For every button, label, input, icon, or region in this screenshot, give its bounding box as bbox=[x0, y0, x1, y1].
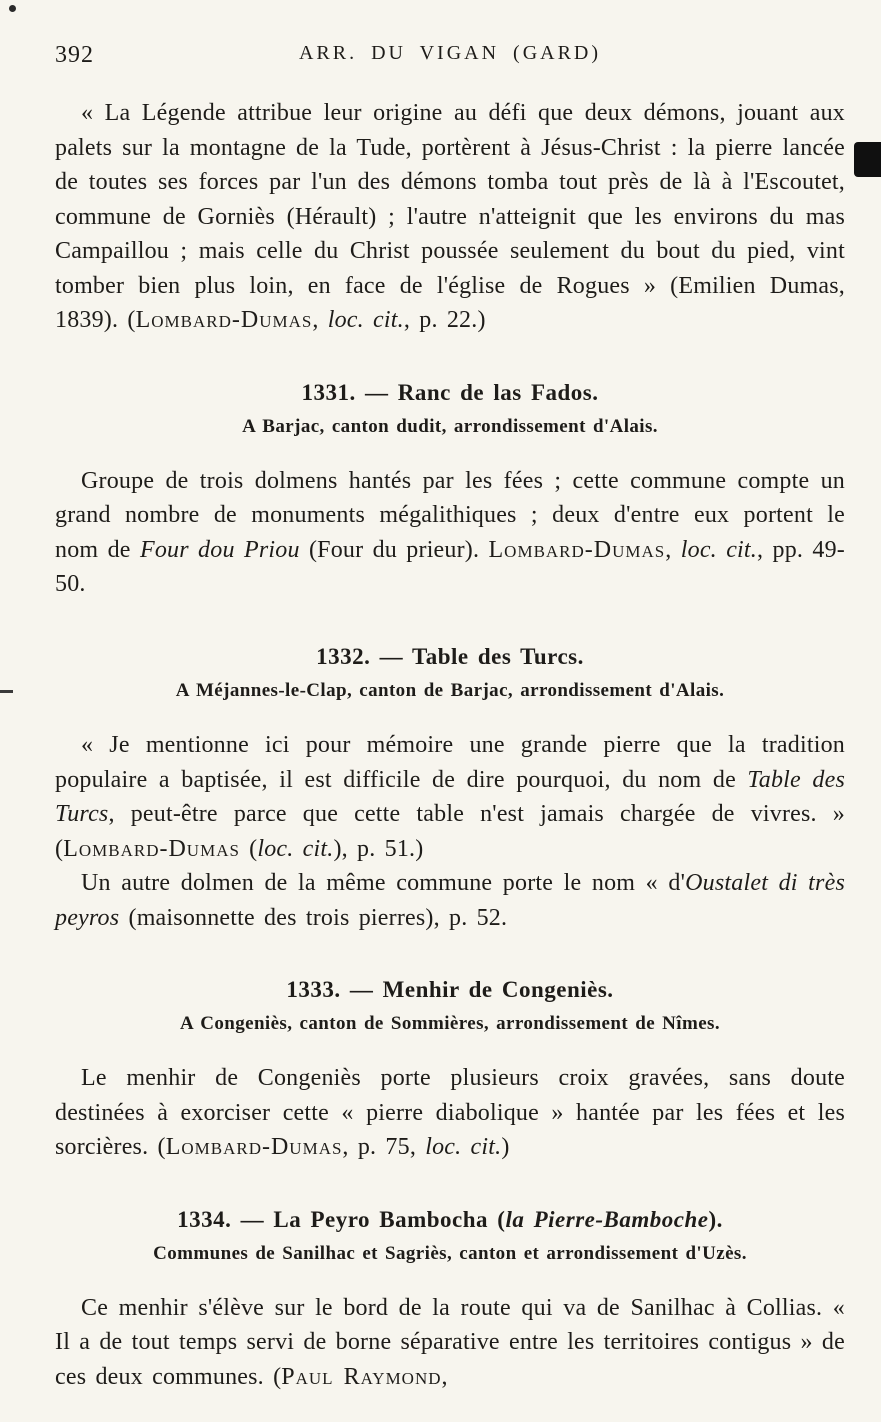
ink-dot-top-left bbox=[9, 5, 16, 12]
text-segment: , p. 75, bbox=[342, 1134, 426, 1161]
entry-1331 bbox=[55, 380, 845, 602]
text-segment: Un autre dolmen de la même commune porte le nom « d' bbox=[81, 870, 686, 897]
text-segment: la Pierre-Bamboche bbox=[505, 1206, 709, 1232]
text-segment: , bbox=[441, 1364, 448, 1391]
entry-1333 bbox=[55, 977, 845, 1165]
text-segment: ) bbox=[501, 1134, 510, 1161]
text-segment: ( bbox=[239, 835, 258, 862]
text-segment: Groupe de trois dolmens hantés par les fées ; cette commune compte un grand nombre de monuments mégalithiques ; deux d'entre eux portent le nom de bbox=[55, 467, 845, 563]
page-header bbox=[55, 42, 845, 72]
text-segment: « Je mentionne ici pour mémoire une grande pierre que la tradition populaire a baptisée, il est difficile de dire pourquoi, du nom de bbox=[55, 732, 845, 793]
text-segment: Lombard-Dumas bbox=[165, 1134, 343, 1161]
text-segment: ). bbox=[708, 1206, 723, 1232]
text-segment: 1333. — Menhir de Congeniès. bbox=[286, 977, 614, 1003]
entry-1333-paragraph bbox=[55, 1061, 845, 1165]
text-segment: loc. cit. bbox=[425, 1134, 502, 1161]
running-title: ARR. DU VIGAN (GARD) bbox=[298, 42, 602, 64]
entry-location-1332: A Méjannes-le-Clap, canton de Barjac, arrondissement d'Alais. bbox=[175, 680, 725, 702]
text-segment: , bbox=[312, 307, 328, 334]
margin-dash-left bbox=[0, 690, 13, 693]
text-segment: (Four du prieur). bbox=[299, 536, 489, 563]
text-segment: Lombard-Dumas bbox=[135, 307, 313, 334]
text-segment: Lombard-Dumas bbox=[488, 536, 666, 563]
text-segment: (maisonnette des trois pierres), p. 52. bbox=[119, 904, 508, 931]
entry-location-1334: Communes de Sanilhac et Sagriès, canton et arrondissement d'Uzès. bbox=[153, 1242, 747, 1264]
text-segment: loc. cit. bbox=[680, 536, 757, 563]
intro-paragraph bbox=[55, 96, 845, 338]
text-segment: Four dou Priou bbox=[139, 536, 300, 563]
text-segment: loc. cit. bbox=[257, 835, 334, 862]
text-segment: Ce menhir s'élève sur le bord de la route qui va de Sanilhac à Collias. « Il a de tout temps servi de borne séparative entre les territoires contigus » de ces deux communes. ( bbox=[55, 1294, 845, 1391]
text-segment: « La Légende attribue leur origine au défi que deux démons, jouant aux palets sur la montagne de la Tude, portèrent à Jésus-Christ : la pierre lancée de toutes ses forces par l'un des démons tomba tout près de là à l'Escoutet, commune de Gorniès (Hérault) ; l'autre n'atteignit que les environs du mas Campaillou ; mais celle du Christ poussée seulement du bout du pied, vint tomber bien plus loin, en face de l'église de Rogues » (Emilien Dumas, 1839). ( bbox=[55, 100, 845, 334]
text-segment: 1332. — Table des Turcs. bbox=[316, 644, 584, 670]
entry-1332-paragraph-2 bbox=[55, 866, 845, 935]
entry-heading-1332 bbox=[55, 644, 845, 670]
ink-smudge-right-edge bbox=[854, 142, 881, 177]
text-segment: , pp. 49-50. bbox=[55, 536, 845, 598]
text-segment: 1331. — Ranc de las Fados. bbox=[301, 379, 599, 405]
text-segment: Table des Turcs bbox=[55, 766, 845, 828]
text-segment: , peut-être parce que cette table n'est jamais chargée de vivres. » ( bbox=[55, 801, 845, 862]
entry-location-1333: A Congeniès, canton de Sommières, arrondissement de Nîmes. bbox=[180, 1013, 720, 1035]
entry-1334 bbox=[55, 1207, 845, 1395]
entry-location-1331: A Barjac, canton dudit, arrondissement d'Alais. bbox=[242, 415, 658, 437]
text-segment: Oustalet di très peyros bbox=[55, 870, 845, 931]
text-segment: , bbox=[665, 536, 681, 563]
text-segment: ), p. 51.) bbox=[333, 835, 424, 862]
text-segment: Paul Raymond bbox=[281, 1364, 442, 1391]
entry-1332 bbox=[55, 644, 845, 935]
text-segment: 1334. — La Peyro Bambocha ( bbox=[177, 1206, 506, 1232]
entry-1332-paragraph-1 bbox=[55, 728, 845, 866]
text-segment: , p. 22.) bbox=[403, 307, 486, 334]
entry-heading-1333 bbox=[55, 977, 845, 1003]
entry-heading-1334 bbox=[55, 1207, 845, 1233]
entry-heading-1331 bbox=[55, 380, 845, 406]
text-segment: Le menhir de Congeniès porte plusieurs croix gravées, sans doute destinées à exorciser cette « pierre diabolique » hantée par les fées et les sorcières. ( bbox=[55, 1065, 845, 1161]
entry-1334-paragraph bbox=[55, 1291, 845, 1395]
text-segment: loc. cit. bbox=[327, 307, 404, 334]
entry-1331-paragraph bbox=[55, 464, 845, 602]
text-segment: Lombard-Dumas bbox=[63, 835, 240, 862]
page-number: 392 bbox=[55, 42, 94, 68]
